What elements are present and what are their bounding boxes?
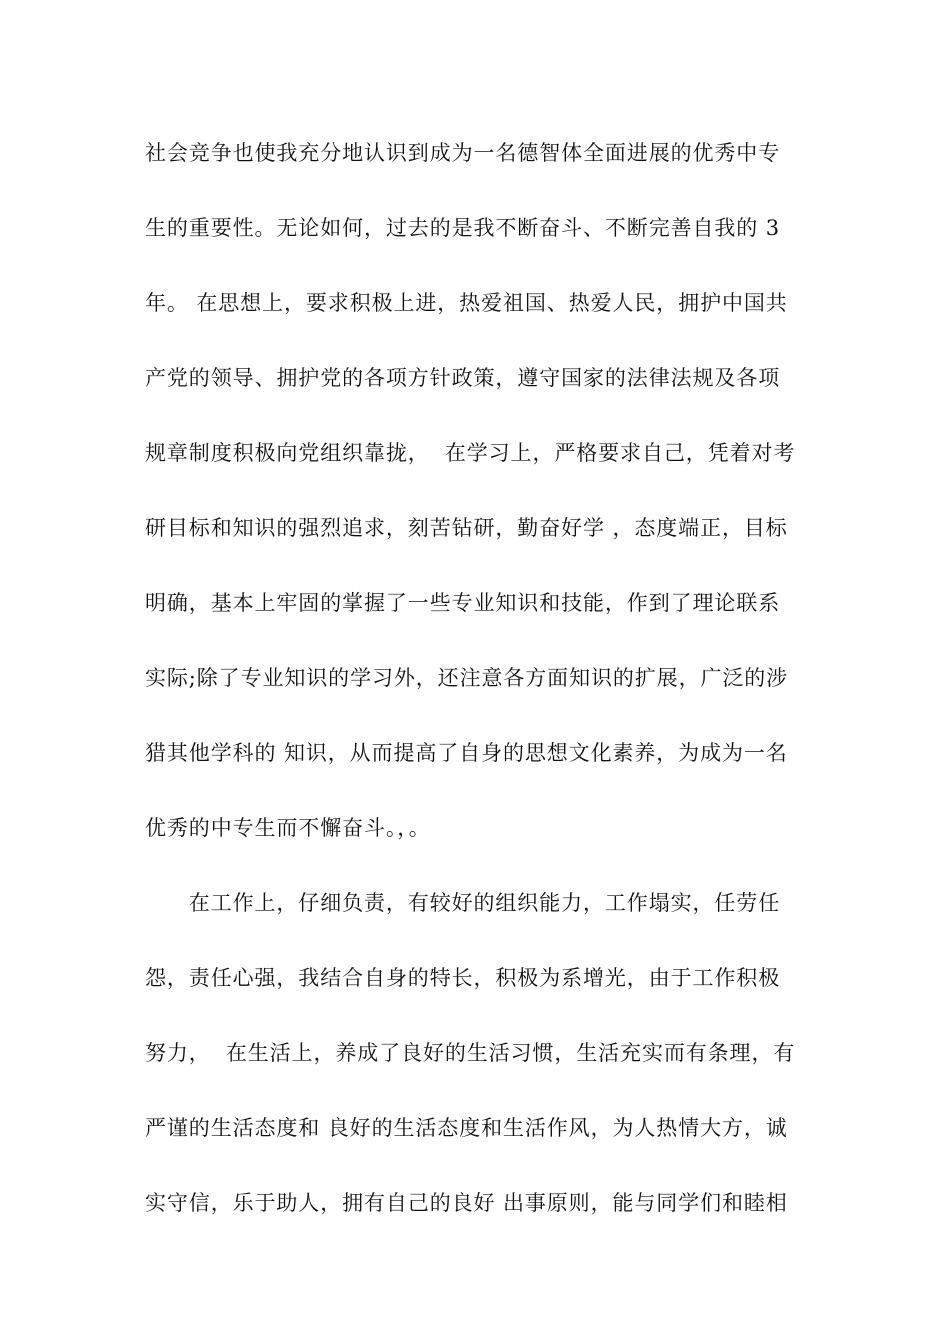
paragraph-start-line: 在工作上，仔细负责，有较好的组织能力，工作塌实，任劳任 xyxy=(145,891,781,915)
body-text-line: 年。 在思想上，要求积极上进，热爱祖国、热爱人民，拥护中国共 xyxy=(145,291,788,315)
body-text-line: 明确，基本上牢固的掌握了一些专业知识和技能，作到了理论联系 xyxy=(145,591,781,615)
body-text-line: 实守信，乐于助人，拥有自己的良好 出事原则，能与同学们和睦相 xyxy=(145,1191,788,1215)
body-text-line: 研目标和知识的强烈追求，刻苦钻研，勤奋好学 ，态度端正，目标 xyxy=(145,516,788,540)
body-text-line: 严谨的生活态度和 良好的生活态度和生活作风，为人热情大方，诚 xyxy=(145,1116,788,1140)
body-text-line: 社会竞争也使我充分地认识到成为一名德智体全面进展的优秀中专 xyxy=(145,141,781,165)
body-text-line: 产党的领导、拥护党的各项方针政策，遵守国家的法律法规及各项 xyxy=(145,366,781,390)
body-text-line: 实际;除了专业知识的学习外，还注意各方面知识的扩展，广泛的涉 xyxy=(145,666,789,690)
body-text-line: 猎其他学科的 知识，从而提高了自身的思想文化素养，为成为一名 xyxy=(145,741,788,765)
body-text-line: 生的重要性。无论如何，过去的是我不断奋斗、不断完善自我的 3 xyxy=(145,216,781,240)
body-text-line: 怨，责任心强，我结合自身的特长，积极为系增光，由于工作积极 xyxy=(145,966,781,990)
body-text-line: 努力， 在生活上，养成了良好的生活习惯，生活充实而有条理，有 xyxy=(145,1041,796,1065)
body-text-line: 规章制度积极向党组织靠拢， 在学习上，严格要求自己，凭着对考 xyxy=(145,441,796,465)
body-text-line: 优秀的中专生而不懈奋斗。，。 xyxy=(145,816,431,840)
